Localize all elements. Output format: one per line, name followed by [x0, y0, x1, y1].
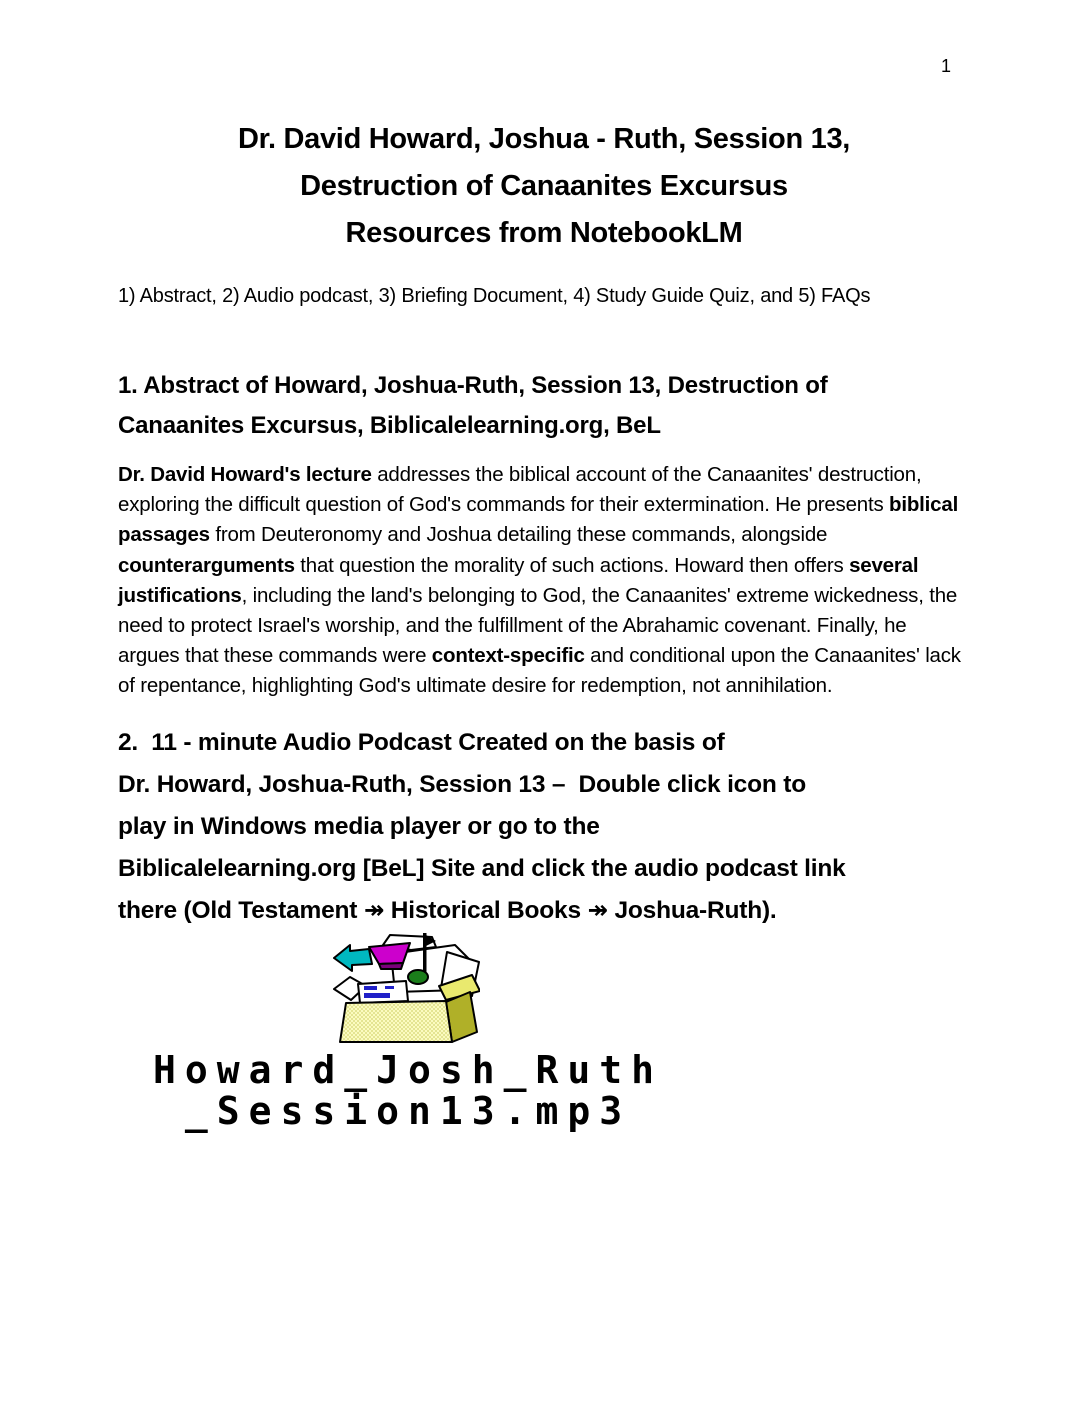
page-number: 1	[941, 56, 952, 76]
contents-line: 1) Abstract, 2) Audio podcast, 3) Briefing Document, 4) Study Guide Quiz, and 5) FAQs	[118, 285, 871, 307]
text-run: , including the land's belonging to God, the Canaanites' extreme wickedness, the need to protect Israel's worship, and the fulfillment of the Abrahamic covenant. Finally, he argues that these commands were	[118, 583, 958, 668]
text-line: Howard_Josh_Ruth	[152, 1047, 664, 1092]
bold-run: several justifications	[118, 553, 919, 607]
text-line: Resources from NotebookLM	[345, 217, 743, 249]
section1-heading	[118, 366, 970, 446]
text-line: Dr. Howard, Joshua-Ruth, Session 13 – Double click icon to	[118, 770, 806, 798]
document-title	[118, 0, 970, 257]
abstract-paragraph	[118, 460, 968, 702]
bold-run: counterarguments	[118, 553, 295, 577]
text-line: Dr. David Howard, Joshua - Ruth, Session 13,	[237, 123, 851, 155]
text-run: from Deuteronomy and Joshua detailing these commands, alongside	[209, 523, 828, 547]
bold-run: Dr. David Howard's lecture	[118, 463, 372, 486]
text-run: that question the morality of such actions. Howard then offers	[294, 553, 850, 577]
text-line: play in Windows media player or go to the	[118, 812, 600, 840]
text-run: addresses the biblical account of the Canaanites' destruction, exploring the difficult question of God's commands for their extermination. He presents	[118, 463, 922, 517]
bold-run: context-specific	[431, 644, 585, 668]
text-run: and conditional upon the Canaanites' lack of repentance, highlighting God's ultimate desire for redemption, not annihilation.	[118, 644, 961, 698]
audio-attachment	[118, 932, 970, 1132]
text-line: 2. 11 - minute Audio Podcast Created on the basis of	[118, 728, 725, 756]
text-line: _Session13.mp3	[184, 1088, 632, 1133]
text-line: Canaanites Excursus, Biblicalelearning.org, BeL	[118, 412, 661, 439]
text-line: 1. Abstract of Howard, Joshua-Ruth, Session 13, Destruction of	[118, 372, 828, 399]
audio-filename[interactable]	[118, 1047, 698, 1133]
bold-run: biblical passages	[118, 493, 959, 547]
text-line: Destruction of Canaanites Excursus	[300, 170, 788, 202]
text-line: there (Old Testament ↠ Historical Books ↠ Joshua-Ruth).	[118, 896, 777, 924]
media-clip-icon[interactable]	[333, 932, 480, 1044]
section2-heading	[118, 722, 970, 932]
text-line: Biblicalelearning.org [BeL] Site and click the audio podcast link	[118, 854, 846, 882]
